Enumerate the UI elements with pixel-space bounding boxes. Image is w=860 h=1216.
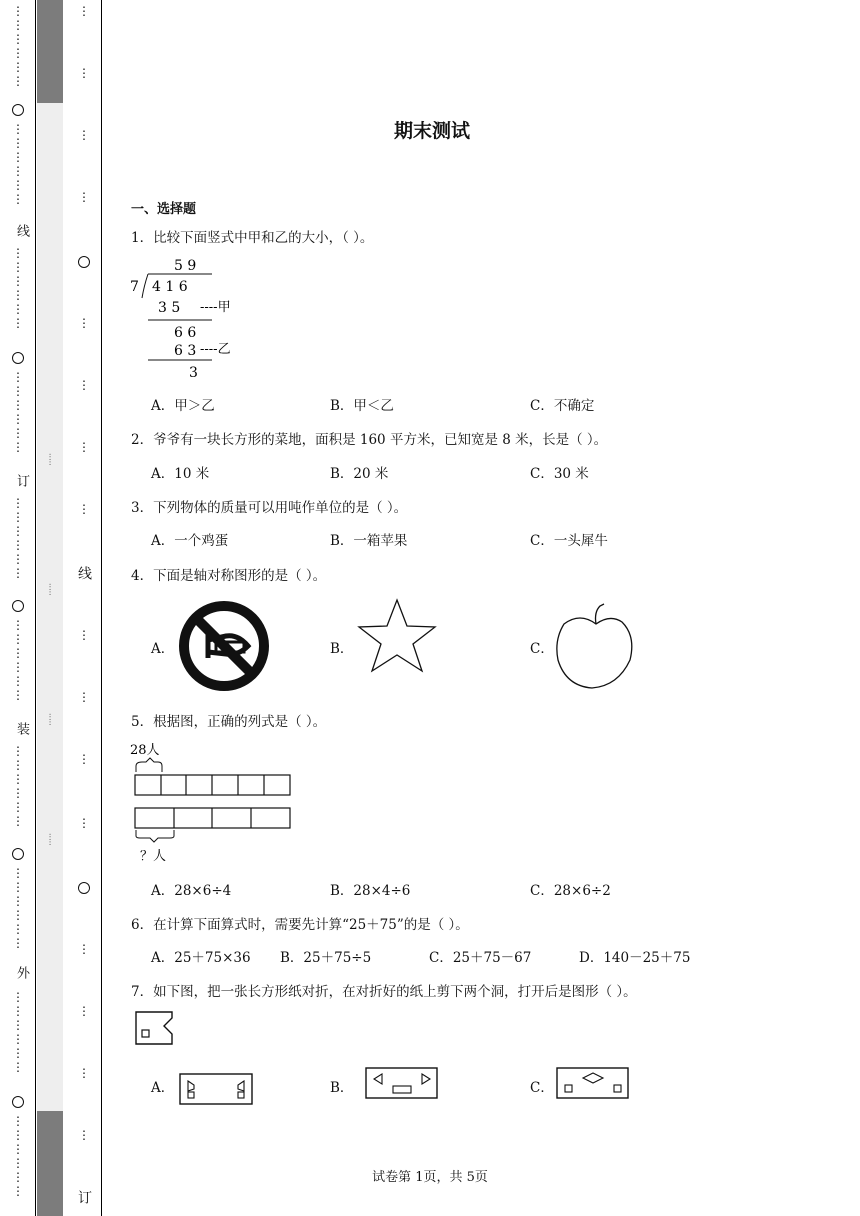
dots: ⋮ (78, 128, 90, 142)
q5-option-c[interactable]: C．28×6÷2 (530, 883, 611, 899)
dots: ⋮ ⋮ ⋮ ⋮ ⋮ ⋮ (12, 744, 24, 828)
dividend: 4 1 6 (152, 279, 188, 295)
bar-model-diagram (128, 738, 298, 866)
binding-line (101, 0, 102, 1216)
q2-option-a[interactable]: A．10 米 (151, 466, 210, 482)
label-jia: ----甲 (200, 300, 231, 315)
dots: ⋮ (78, 942, 90, 956)
ring-icon (74, 882, 94, 897)
page-title: 期末测试 (393, 120, 470, 142)
no-horn-sign-icon (178, 600, 270, 692)
dots: ⋮ (78, 502, 90, 516)
q2-option-b[interactable]: B．20 米 (330, 466, 389, 482)
q5-option-b[interactable]: B．28×4÷6 (330, 883, 411, 899)
option-a-shape (178, 1071, 256, 1107)
q2-option-c[interactable]: C．30 米 (530, 466, 589, 482)
ring-icon (8, 848, 28, 863)
question-1: 1．比较下面竖式中甲和乙的大小，（ ）。 (131, 230, 374, 246)
dots: ⋮ (78, 816, 90, 830)
bottom-bar (135, 808, 290, 828)
q5-option-a[interactable]: A．28×6÷4 (151, 883, 232, 899)
dots: ····· (45, 713, 54, 726)
binding-label-order: 订 (76, 1190, 92, 1204)
ring-icon (8, 1096, 28, 1111)
q6-option-b[interactable]: B．25＋75÷5 (280, 950, 372, 966)
q6-option-c[interactable]: C．25＋75－67 (429, 950, 532, 966)
ring-icon (8, 600, 28, 615)
ring-icon (8, 352, 28, 367)
dots: ⋮ (78, 690, 90, 704)
binding-label-bind: 装 (14, 722, 29, 735)
q7-option-c[interactable]: C． (530, 1080, 554, 1096)
dots: ⋮ ⋮ ⋮ ⋮ ⋮ ⋮ (12, 4, 24, 88)
section-heading: 一、选择题 (131, 202, 197, 217)
option-c-shape (555, 1066, 631, 1102)
binding-label-order: 订 (14, 474, 29, 487)
q4-option-c[interactable]: C． (530, 641, 554, 657)
binding-info-column (37, 103, 63, 1111)
question-2: 2．爷爷有一块长方形的菜地，面积是 160 平方米，已知宽是 8 米，长是（ ）。 (131, 432, 608, 448)
top-label: 28人 (130, 743, 160, 758)
q4-option-a[interactable]: A． (151, 641, 175, 657)
label-yi: ----乙 (200, 342, 231, 357)
question-6: 6．在计算下面算式时，需要先计算“25＋75”的是（ ）。 (131, 917, 469, 933)
dots: ⋮ (78, 1004, 90, 1018)
q1-option-a[interactable]: A．甲＞乙 (151, 398, 215, 414)
page-footer: 试卷第 1页，共 5页 (372, 1170, 488, 1185)
binding-label-line: 线 (14, 224, 29, 237)
question-4: 4．下面是轴对称图形的是（ ）。 (131, 568, 327, 584)
q1-option-b[interactable]: B．甲＜乙 (330, 398, 394, 414)
question-7: 7．如下图，把一张长方形纸对折，在对折好的纸上剪下两个洞，打开后是图形（ ）。 (131, 984, 637, 1000)
remainder: 3 (189, 365, 198, 381)
top-brace (136, 758, 162, 772)
folded-paper-figure (134, 1010, 178, 1050)
dots: ····· (45, 833, 54, 846)
dots: ⋮ ⋮ ⋮ ⋮ ⋮ ⋮ (12, 370, 24, 454)
quotient: 5 9 (174, 258, 197, 274)
dots: ⋮ (78, 66, 90, 80)
q7-option-a[interactable]: A． (151, 1080, 175, 1096)
question-5: 5．根据图，正确的列式是（ ）。 (131, 714, 327, 730)
dots: ⋮ ⋮ ⋮ ⋮ ⋮ ⋮ (12, 496, 24, 580)
binding-shade-bottom (37, 1111, 63, 1216)
dots: ⋮ (78, 628, 90, 642)
dots: ····· (45, 583, 54, 596)
dots: ⋮ (78, 4, 90, 18)
dots: ⋮ ⋮ ⋮ ⋮ ⋮ ⋮ (12, 122, 24, 206)
dots: ⋮ (78, 752, 90, 766)
q3-option-c[interactable]: C．一头犀牛 (530, 533, 608, 549)
option-b-shape (364, 1066, 440, 1102)
q3-option-a[interactable]: A．一个鸡蛋 (151, 533, 229, 549)
dots: ⋮ ⋮ ⋮ ⋮ ⋮ ⋮ (12, 866, 24, 950)
q7-option-b[interactable]: B． (330, 1080, 354, 1096)
binding-margin-outer (0, 0, 36, 1216)
divisor: 7 (130, 279, 139, 295)
q6-option-a[interactable]: A．25＋75×36 (151, 950, 251, 966)
binding-shade-top (37, 0, 63, 103)
dots: ⋮ (78, 440, 90, 454)
dots: ⋮ ⋮ ⋮ ⋮ ⋮ ⋮ (12, 990, 24, 1074)
step-row-1: 3 5 (158, 300, 181, 316)
dots: ⋮ ⋮ ⋮ ⋮ ⋮ ⋮ (12, 618, 24, 702)
dots: ⋮ (78, 1128, 90, 1142)
dots: ⋮ (78, 190, 90, 204)
top-bar (135, 775, 290, 795)
step-row-2: 6 6 (174, 325, 197, 341)
binding-line (35, 0, 36, 1216)
dots: ····· (45, 453, 54, 466)
question-3: 3．下列物体的质量可以用吨作单位的是（ ）。 (131, 500, 408, 516)
ring-icon (74, 256, 94, 271)
apple-icon (552, 600, 638, 692)
binding-margin-inner (64, 0, 102, 1216)
long-division-figure (126, 252, 266, 384)
q6-option-d[interactable]: D．140－25＋75 (579, 950, 691, 966)
dots: ⋮ (78, 378, 90, 392)
q3-option-b[interactable]: B．一箱苹果 (330, 533, 408, 549)
step-row-3: 6 3 (174, 343, 197, 359)
bottom-brace (136, 830, 174, 842)
dots: ⋮ (78, 316, 90, 330)
dots: ⋮ (78, 1066, 90, 1080)
binding-label-outer: 外 (14, 966, 29, 979)
star-icon (356, 597, 438, 673)
binding-label-line: 线 (76, 566, 92, 580)
dots: ⋮ ⋮ ⋮ ⋮ ⋮ ⋮ (12, 246, 24, 330)
dots: ⋮ ⋮ ⋮ ⋮ ⋮ ⋮ (12, 1114, 24, 1198)
q4-option-b[interactable]: B． (330, 641, 354, 657)
q1-option-c[interactable]: C．不确定 (530, 398, 595, 414)
bottom-label: ？人 (140, 849, 167, 864)
